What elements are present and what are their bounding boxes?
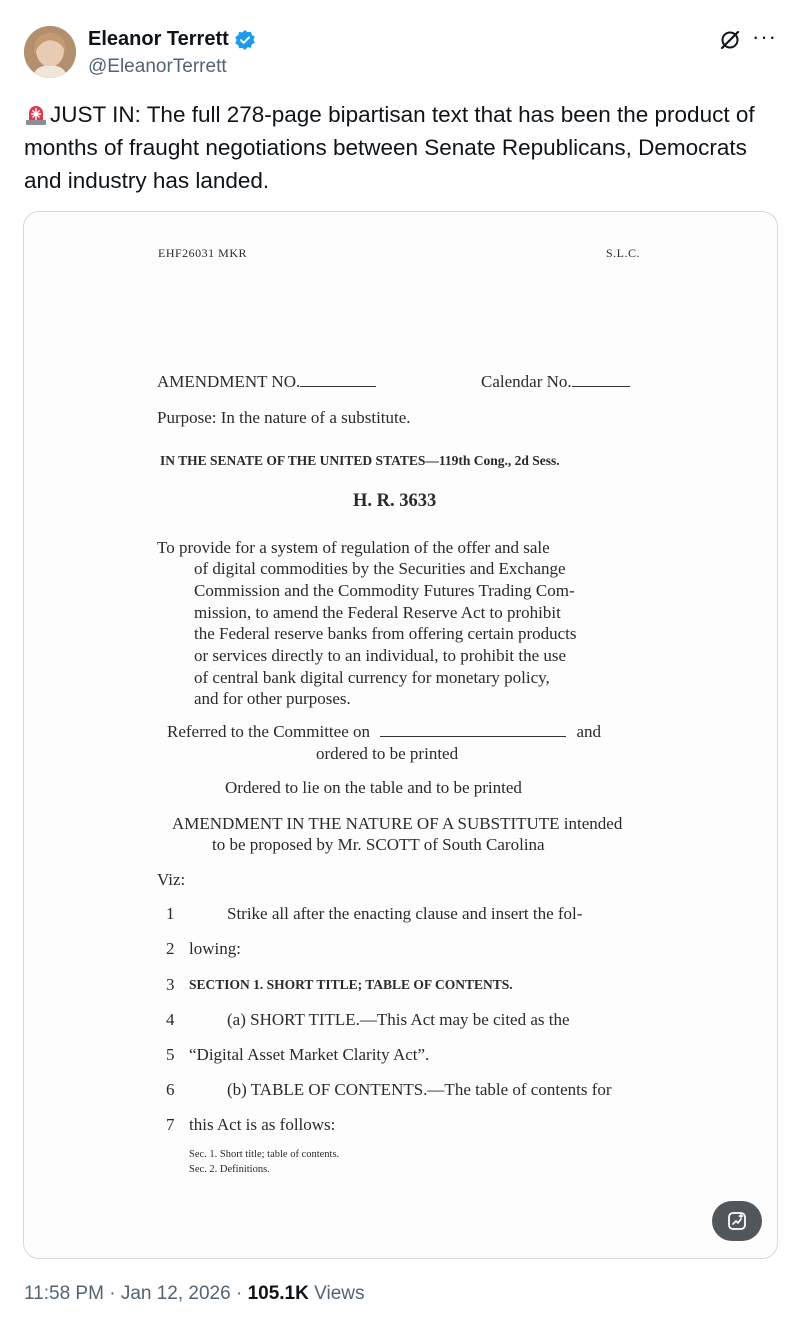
calendar-number: Calendar No. — [481, 372, 630, 392]
line-number: 4 — [166, 1010, 175, 1029]
ordered-printed: ordered to be printed — [316, 744, 459, 763]
image-sparkle-icon — [726, 1210, 748, 1232]
description-line: and for other purposes. — [194, 689, 351, 708]
amendment-proposer: to be proposed by Mr. SCOTT of South Carolina — [212, 835, 545, 854]
media-image[interactable] — [23, 211, 778, 1259]
purpose: Purpose: In the nature of a substitute. — [157, 408, 411, 427]
line-number: 7 — [166, 1115, 175, 1134]
toc-entry: Sec. 1. Short title; table of contents. — [189, 1149, 340, 1160]
amendment-number: AMENDMENT NO. — [157, 372, 376, 392]
ordered-table: Ordered to lie on the table and to be printed — [225, 778, 522, 797]
document-page — [24, 212, 777, 1258]
tweet-meta: 11:58 PM · Jan 12, 2026 · 105.1K Views — [24, 1283, 365, 1304]
section-heading: SECTION 1. SHORT TITLE; TABLE OF CONTENTS. — [189, 977, 513, 992]
views-count: 105.1K — [247, 1283, 309, 1304]
line-number: 1 — [166, 904, 175, 923]
author-name[interactable] — [88, 28, 256, 51]
description-line: mission, to amend the Federal Reserve Act to prohibit — [194, 603, 561, 622]
line-text: lowing: — [189, 939, 241, 958]
grok-image-button[interactable] — [712, 1201, 762, 1241]
tweet-body: JUST IN: The full 278-page bipartisan text that has been the product of months of fraught negotiations between Senate Republicans, Democrats and industry has landed. — [24, 102, 755, 193]
description-line: or services directly to an individual, to prohibit the use — [194, 646, 567, 665]
author-handle[interactable]: @EleanorTerrett — [88, 56, 227, 77]
line-text: (a) SHORT TITLE.—This Act may be cited as the — [227, 1010, 570, 1029]
description-line: of central bank digital currency for monetary policy, — [194, 668, 550, 687]
tweet-date[interactable]: Jan 12, 2026 — [120, 1283, 231, 1304]
referred-line: Referred to the Committee on and — [167, 722, 602, 741]
toc-entry: Sec. 2. Definitions. — [189, 1164, 270, 1175]
senate-line: IN THE SENATE OF THE UNITED STATES—119th Cong., 2d Sess. — [160, 453, 560, 468]
bill-number: H. R. 3633 — [353, 491, 437, 511]
siren-icon — [24, 102, 48, 126]
grok-icon[interactable] — [718, 28, 742, 52]
line-text: this Act is as follows: — [189, 1115, 336, 1134]
amendment-intent: AMENDMENT IN THE NATURE OF A SUBSTITUTE intended — [172, 814, 623, 833]
line-number: 5 — [166, 1045, 175, 1064]
verified-badge-icon — [234, 29, 256, 51]
author-name-text[interactable]: Eleanor Terrett — [88, 28, 229, 50]
tweet-text — [24, 98, 774, 197]
viz: Viz: — [157, 870, 186, 889]
doc-header-left: EHF26031 MKR — [158, 246, 248, 260]
description-line: the Federal reserve banks from offering certain products — [194, 624, 577, 643]
line-text: Strike all after the enacting clause and insert the fol- — [227, 904, 583, 923]
line-number: 2 — [166, 939, 175, 958]
line-text: (b) TABLE OF CONTENTS.—The table of contents for — [227, 1080, 612, 1099]
line-number: 3 — [166, 975, 175, 994]
description-line: of digital commodities by the Securities and Exchange — [194, 559, 566, 578]
more-options-icon[interactable]: ··· — [752, 24, 777, 49]
line-text: “Digital Asset Market Clarity Act”. — [189, 1045, 430, 1064]
description-line: Commission and the Commodity Futures Trading Com- — [194, 581, 575, 600]
avatar[interactable] — [24, 26, 76, 78]
views-label: Views — [314, 1283, 365, 1304]
description-line: To provide for a system of regulation of the offer and sale — [157, 538, 550, 557]
line-number: 6 — [166, 1080, 175, 1099]
tweet-time[interactable]: 11:58 PM — [24, 1283, 104, 1304]
doc-header-right: S.L.C. — [606, 246, 641, 260]
